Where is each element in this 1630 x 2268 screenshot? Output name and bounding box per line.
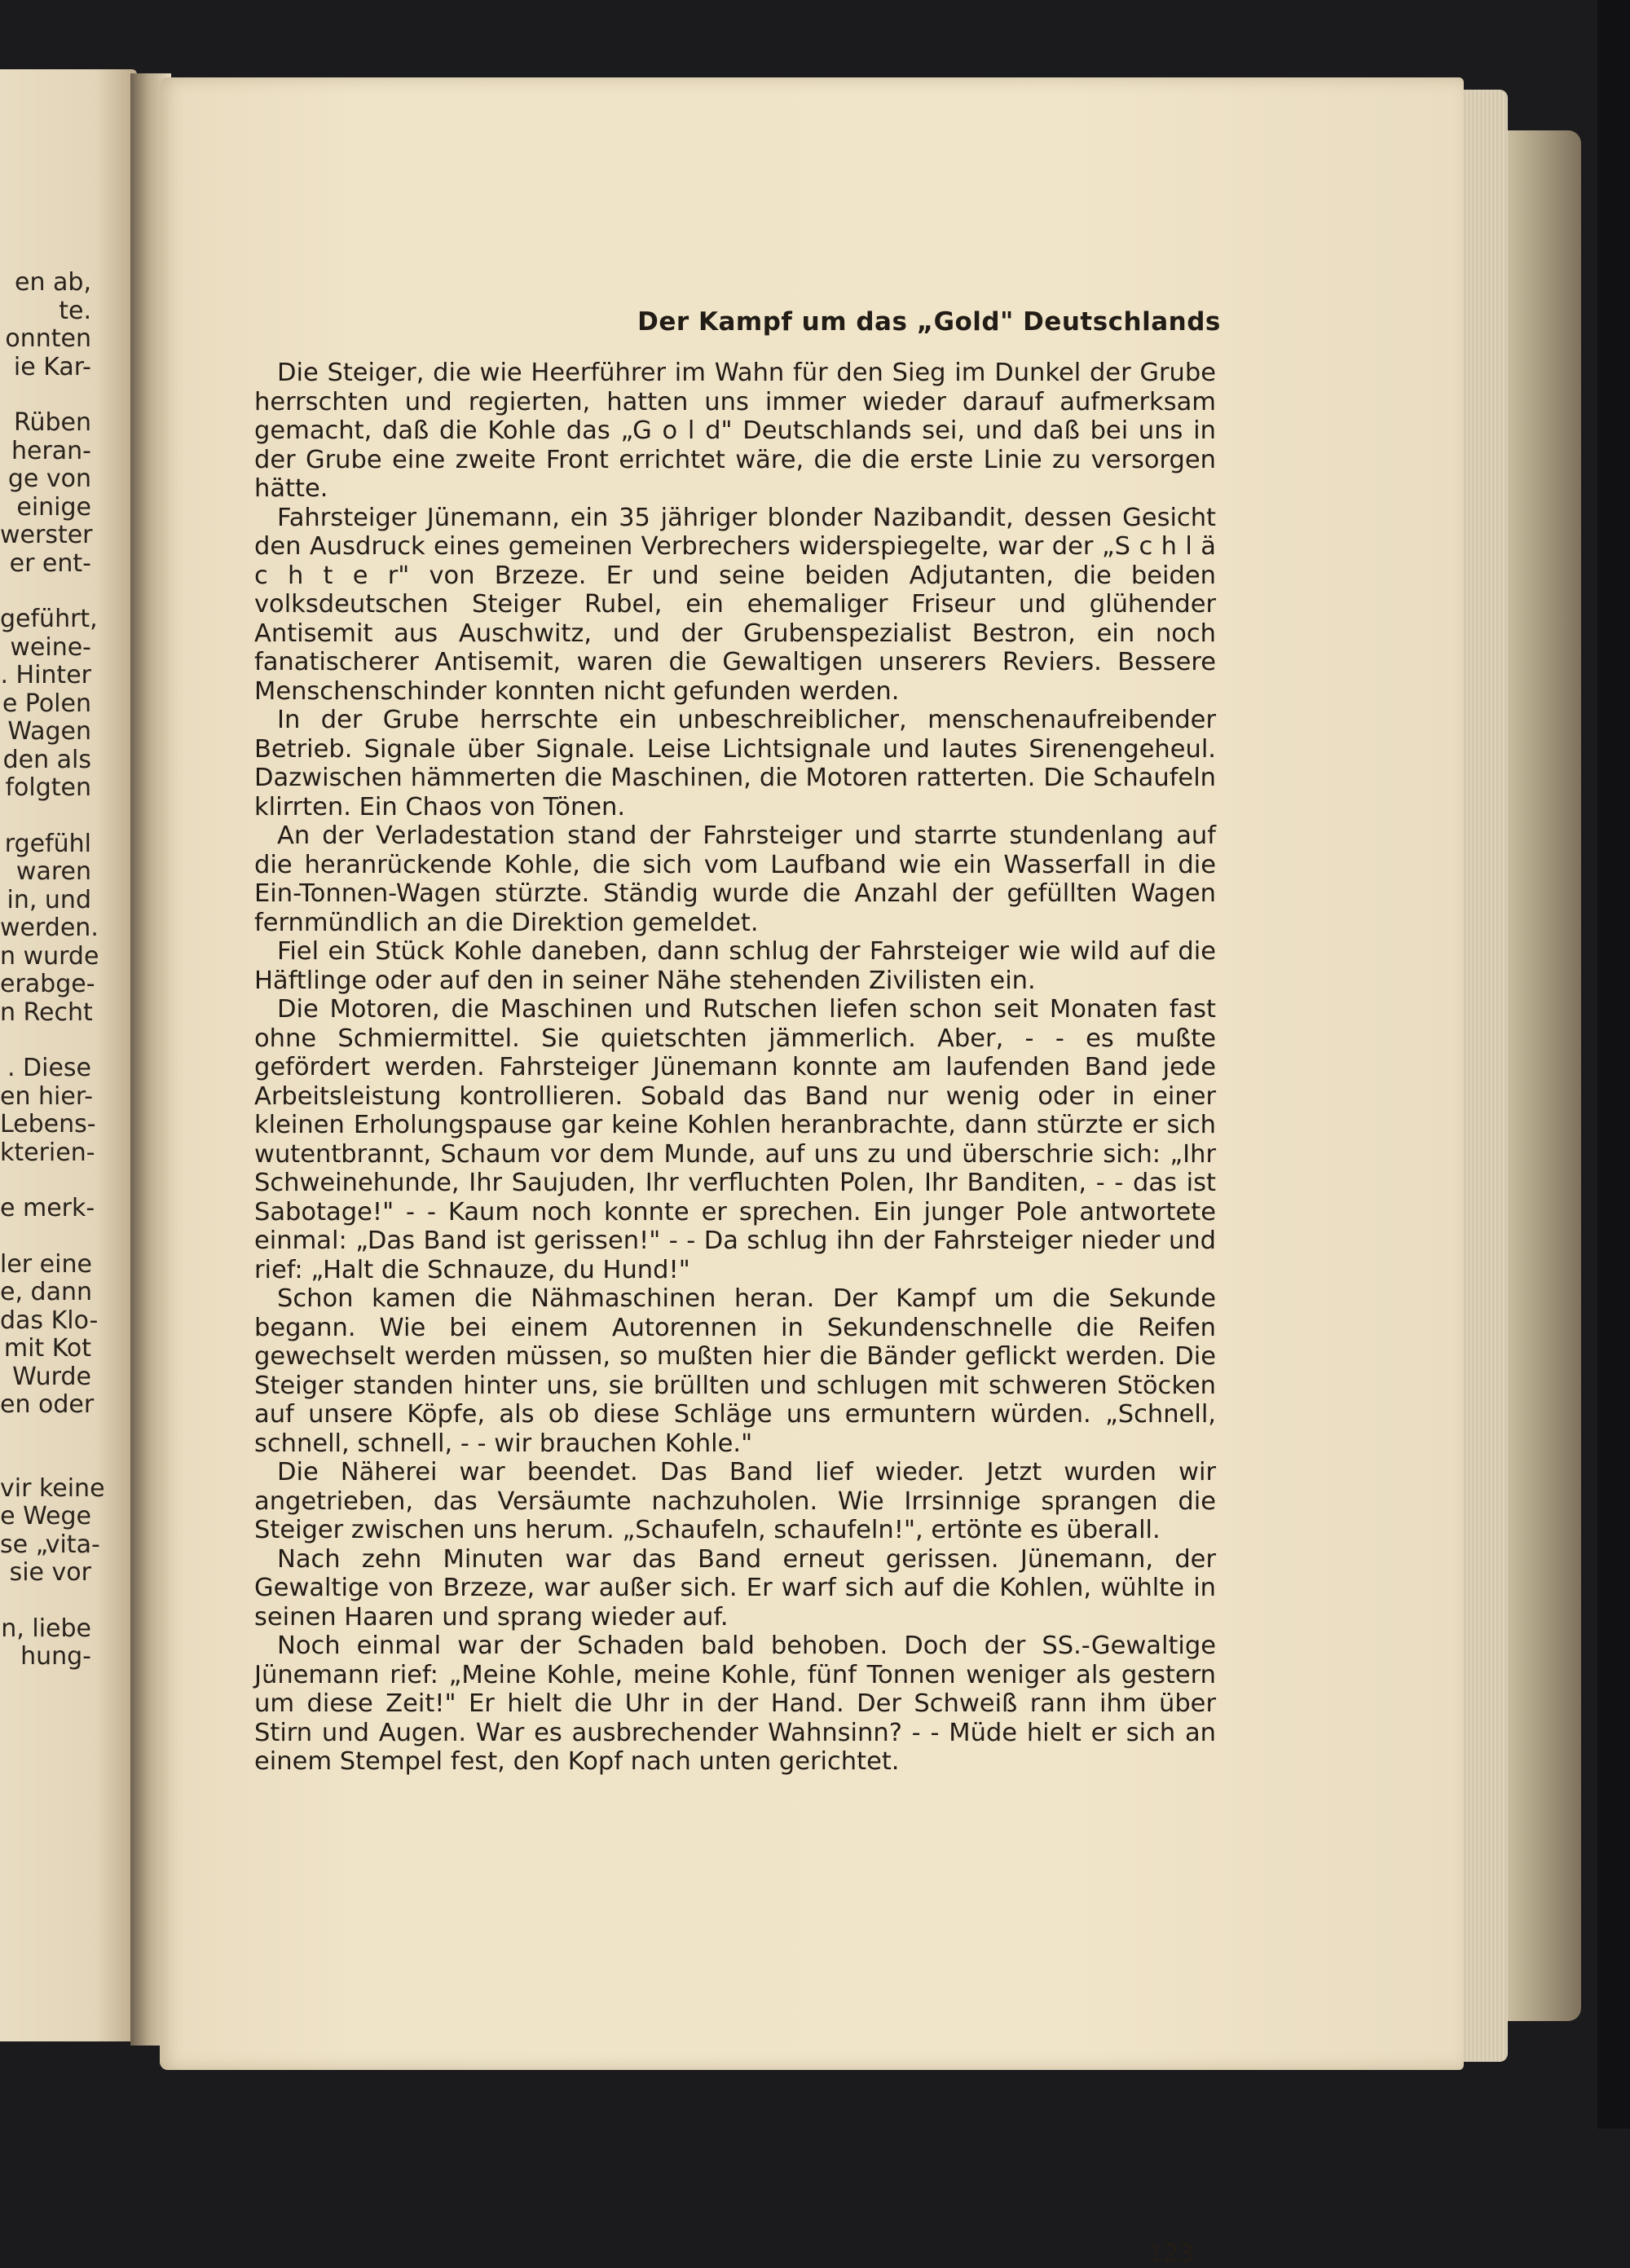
paragraph: An der Verladestation stand der Fahrsteiger und starrte stundenlang auf die heranrückende Kohle, die sich vom Laufband wie ein Wasserfall in die Ein-Tonnen-Wagen stürzte. Ständig wurde die Anzahl der gefüllten Wagen fernmündlich an die Direktion gemeldet. [254, 821, 1216, 937]
paragraph: Die Motoren, die Maschinen und Rutschen liefen schon seit Monaten fast ohne Schmiermittel. Sie quietschten jämmerlich. Aber, - - es mußte gefördert werden. Fahrsteiger Jünemann konnte am laufenden Band jede Arbeitsleistung kontrollieren. Sobald das Band nur wenig oder in einer kleinen Erholungspause gar keine Kohlen heranbrachte, dann stürzte er sich wutentbrannt, Schaum vor dem Munde, auf uns zu und überschrie sich: „Ihr Schweinehunde, Ihr Saujuden, Ihr verfluchten Polen, Ihr Banditen, - - das ist Sabotage!" - - Kaum noch konnte er sprechen. Ein junger Pole antwortete einmal: „Das Band ist gerissen!" - - Da schlug ihn der Fahrsteiger nieder und rief: „Halt die Schnauze, du Hund!" [254, 995, 1216, 1284]
left-page-text-line: n wurde [0, 941, 99, 971]
left-page-text-line: geführt, [0, 605, 98, 633]
paragraph: Schon kamen die Nähmaschinen heran. Der Kampf um die Sekunde begann. Wie bei einem Autorennen in Sekundenschnelle die Reifen gewechselt werden müssen, so mußten hier die Bänder geflickt werden. Die Steiger standen hinter uns, sie brüllten und schlugen mit schweren Stöcken auf unsere Köpfe, als ob diese Schläge uns ermuntern würden. „Schnell, schnell, schnell, - - wir brauchen Kohle." [254, 1284, 1216, 1458]
left-page-text-line: einige [16, 492, 91, 522]
left-page-text-line: . Diese [7, 1054, 91, 1082]
left-page-text-line: er ent- [9, 548, 91, 578]
left-page-text-line: e Polen [2, 689, 91, 718]
left-page-text-line: en ab, [15, 268, 91, 297]
paragraph: Nach zehn Minuten war das Band erneut gerissen. Jünemann, der Gewaltige von Brzeze, war außer sich. Er warf sich auf die Kohlen, wühlte in seinen Haaren und sprang wieder auf. [254, 1544, 1216, 1632]
left-page-text-line: in, und [7, 885, 91, 914]
left-page-text-line: Wurde [12, 1362, 91, 1391]
left-page-text-line: en oder [0, 1390, 95, 1419]
paragraph: Fiel ein Stück Kohle daneben, dann schlug der Fahrsteiger wie wild auf die Häftlinge oder auf den in seiner Nähe stehenden Zivilisten ein. [254, 937, 1216, 995]
left-page-text-line: hung- [20, 1642, 91, 1671]
left-page-text-line: e, dann [0, 1278, 92, 1306]
left-page-text-line: weine- [10, 632, 91, 662]
paragraph: In der Grube herrschte ein unbeschreiblicher, menschenaufreibender Betrieb. Signale über Signale. Leise Lichtsignale und lautes Sirenengeheul. Dazwischen hämmerten die Maschinen, die Motoren ratterten. Die Schaufeln klirrten. Ein Chaos von Tönen. [254, 706, 1216, 821]
left-page-text-line: ler eine [0, 1249, 92, 1279]
left-page-text-line: werster [0, 521, 93, 549]
left-page-text-line: mit Kot [3, 1334, 91, 1363]
left-page-text-line: Wagen [7, 717, 91, 746]
book-edge-shadow [1508, 130, 1581, 2021]
chapter-title: Der Kampf um das „Gold" Deutschlands [637, 307, 1221, 337]
left-page-text-line: se „vita- [0, 1530, 100, 1559]
left-page-text-line: te. [59, 296, 91, 325]
left-page-text-line: ge von [7, 465, 91, 493]
paragraph: Die Näherei war beendet. Das Band lief wieder. Jetzt wurden wir angetrieben, das Versäumte nachzuholen. Wie Irrsinnige sprangen die Steiger zwischen uns herum. „Schaufeln, schaufeln!", ertönte es überall. [254, 1458, 1216, 1544]
paragraph: Noch einmal war der Schaden bald behoben. Doch der SS.-Gewaltige Jünemann rief: „Meine Kohle, meine Kohle, fünf Tonnen weniger als gestern um diese Zeit!" Er hielt die Uhr in der Hand. Der Schweiß rann ihm über Stirn und Augen. War es ausbrechender Wahnsinn? - - Müde hielt er sich an einem Stempel fest, den Kopf nach unten gerichtet. [254, 1632, 1216, 1776]
left-page-text-line: erabge- [0, 970, 95, 998]
left-page-text-line: waren [15, 857, 91, 886]
paragraph: Die Steiger, die wie Heerführer im Wahn für den Sieg im Dunkel der Grube herrschten und regierten, hatten uns immer wieder darauf aufmerksam gemacht, daß die Kohle das „G o l d" Deutschlands sei, und daß bei uns in der Grube eine zweite Front errichtet wäre, die die erste Linie zu versorgen hätte. [254, 359, 1216, 503]
left-page-text-line: den als [2, 745, 91, 774]
left-page-text-line: n Recht [0, 997, 93, 1027]
body-text [254, 359, 1216, 1777]
left-page-text-line: Rüben [13, 408, 91, 437]
left-page-text-line: sie vor [9, 1558, 91, 1587]
left-page-text-line: folgten [5, 773, 91, 802]
left-page-text-line: werden. [0, 914, 99, 942]
left-page-text-line: onnten [5, 324, 91, 353]
left-page-text-line: Lebens- [0, 1110, 96, 1138]
left-page-text-line: n, liebe [1, 1614, 91, 1643]
left-page-text-line: ie Kar- [13, 352, 91, 381]
left-page-text-line: vir keine [0, 1473, 105, 1503]
left-page-text-line: e merk- [0, 1194, 95, 1222]
left-page-text-line: en hier- [0, 1081, 94, 1111]
left-page-text-line: das Klo- [0, 1306, 99, 1335]
paragraph: Fahrsteiger Jünemann, ein 35 jähriger blonder Nazibandit, dessen Gesicht den Ausdruck eines gemeinen Verbrechers widerspiegelte, war der „S c h l ä c h t e r" von Brzeze. Er und seine beiden Adjutanten, die beiden volksdeutschen Steiger Rubel, ein ehemaliger Friseur und glühender Antisemit aus Auschwitz, und der Grubenspezialist Bestron, ein noch fanatischerer Antisemit, waren die Gewaltigen unserers Reviers. Bessere Menschenschinder konnten nicht gefunden werden. [254, 503, 1216, 706]
left-page-text-line: heran- [11, 436, 91, 465]
left-page-text-line: kterien- [0, 1138, 95, 1167]
left-page [0, 69, 137, 2041]
page-number: 123 [1148, 2239, 1195, 2268]
left-page-text-line: . Hinter [0, 661, 91, 689]
left-page-text-line: e Wege [0, 1502, 91, 1530]
left-page-text-line: rgefühl [4, 829, 91, 858]
